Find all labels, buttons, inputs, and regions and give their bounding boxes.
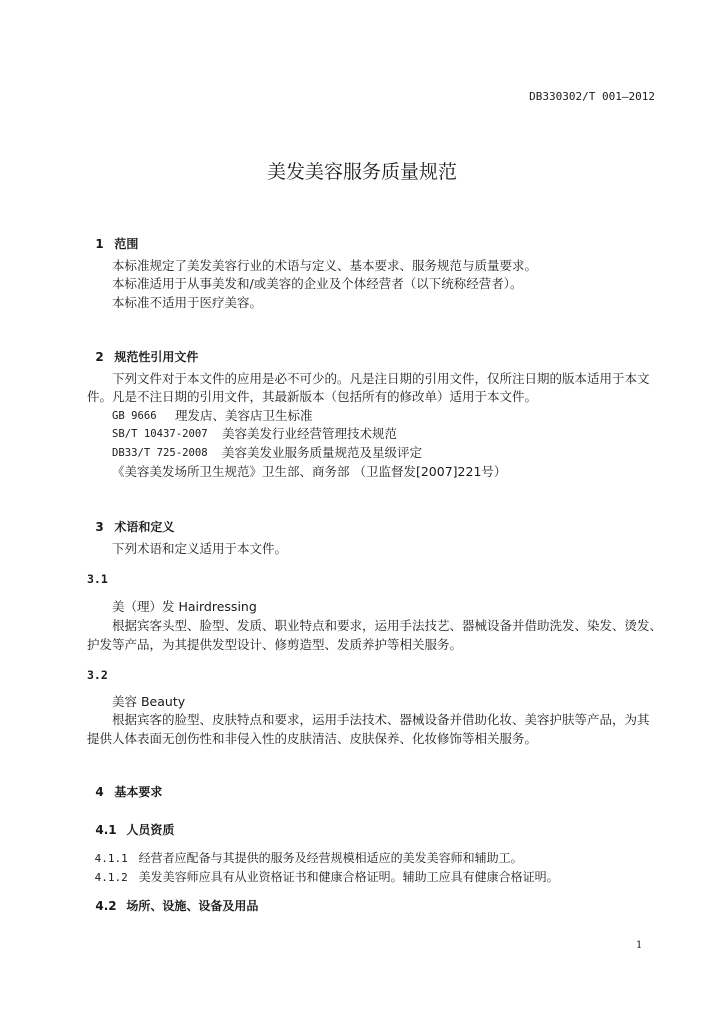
subsection-4-2-heading (87, 882, 259, 913)
section-2-heading (87, 333, 199, 364)
terms-intro: 下列术语和定义适用于本文件。 (112, 541, 288, 556)
reference-item (112, 464, 506, 480)
subsection-number: 4.1 (95, 823, 117, 837)
reference-code: GB 9666 (112, 410, 157, 422)
references-intro-line: 件。凡是不注日期的引用文件，其最新版本（包括所有的修改单）适用于本文件。 (87, 389, 538, 404)
reference-title: 美容美发业服务质量规范及星级评定 (222, 445, 423, 460)
subsection-title: 人员资质 (126, 823, 175, 837)
section-4-heading (87, 768, 163, 799)
document-title: 美发美容服务质量规范 (266, 161, 457, 183)
section-number: 3 (95, 520, 104, 534)
term-definition-line: 根据宾客的脸型、皮肤特点和要求，运用手法技术、器械设备并借助化妆、美容护肤等产品，为其 (112, 712, 650, 727)
page-number: 1 (636, 940, 643, 951)
section-title: 范围 (114, 237, 139, 251)
section-number: 4 (95, 785, 104, 799)
clause-number: 4.1.1 (94, 852, 128, 865)
reference-title: 美容美发行业经营管理技术规范 (222, 426, 398, 441)
subsection-4-1-heading (87, 806, 175, 837)
references-intro-line: 下列文件对于本文件的应用是必不可少的。凡是注日期的引用文件，仅所注日期的版本适用于本文 (112, 371, 650, 386)
section-3-heading (87, 503, 175, 534)
section-title: 基本要求 (114, 785, 163, 799)
section-1-heading (87, 220, 139, 251)
reference-item (112, 426, 397, 442)
reference-title: 理发店、美容店卫生标准 (175, 408, 313, 423)
reference-text: 《美容美发场所卫生规范》卫生部、商务部 （卫监督发[2007]221号） (112, 464, 507, 479)
clause-text: 美发美容师应具有从业资格证书和健康合格证明。辅助工应具有健康合格证明。 (138, 870, 559, 884)
document-number: DB330302/T 001—2012 (529, 90, 655, 103)
term-definition-line: 根据宾客头型、脸型、发质、职业特点和要求，运用手法技艺、器械设备并借助洗发、染发、烫发、 (112, 618, 663, 633)
term-definition-line: 提供人体表面无创伤性和非侵入性的皮肤清洁、皮肤保养、化妆修饰等相关服务。 (87, 731, 538, 746)
scope-line: 本标准不适用于医疗美容。 (112, 295, 263, 310)
subsection-title: 场所、设施、设备及用品 (126, 899, 259, 913)
term-definition-line: 护发等产品，为其提供发型设计、修剪造型、发质养护等相关服务。 (87, 637, 463, 652)
term-number: 3.1 (87, 572, 108, 586)
section-title: 术语和定义 (114, 520, 175, 534)
clause-4-1-2 (87, 853, 559, 884)
term-name: 美容 Beauty (112, 694, 186, 709)
section-number: 1 (95, 237, 104, 251)
term-number: 3.2 (87, 668, 108, 682)
reference-item (112, 445, 422, 461)
clause-text: 经营者应配备与其提供的服务及经营规模相适应的美发美容师和辅助工。 (138, 851, 523, 865)
clause-4-1-1 (87, 834, 523, 865)
clause-number: 4.1.2 (94, 871, 128, 884)
subsection-number: 4.2 (95, 899, 117, 913)
section-title: 规范性引用文件 (114, 350, 199, 364)
reference-code: SB/T 10437-2007 (112, 428, 208, 440)
scope-line: 本标准规定了美发美容行业的术语与定义、基本要求、服务规范与质量要求。 (112, 258, 538, 273)
scope-line: 本标准适用于从事美发和/或美容的企业及个体经营者（以下统称经营者）。 (112, 276, 523, 291)
section-number: 2 (95, 350, 104, 364)
term-name: 美（理）发 Hairdressing (112, 599, 257, 614)
reference-code: DB33/T 725-2008 (112, 447, 208, 459)
reference-item (112, 408, 313, 424)
